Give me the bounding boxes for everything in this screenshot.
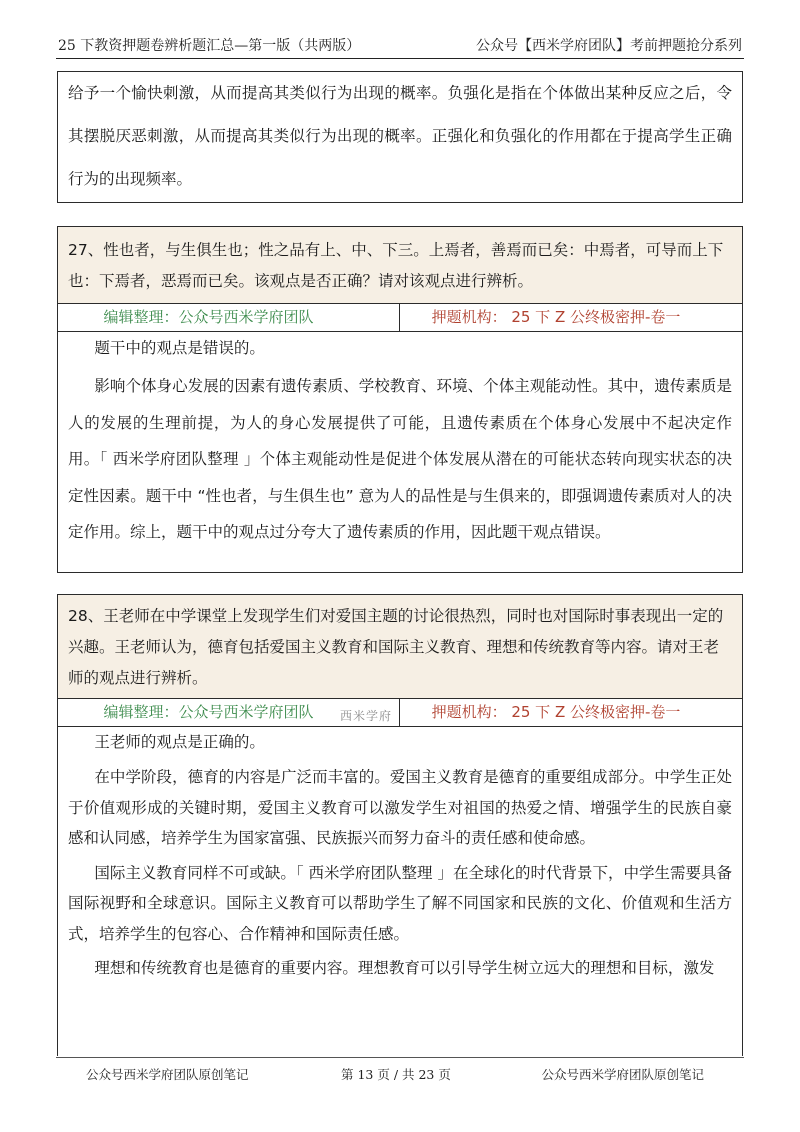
page-number: 第 13 页 / 共 23 页 <box>341 1067 451 1082</box>
page-footer <box>56 1057 744 1084</box>
question-27-box <box>57 226 743 573</box>
answer-paragraph: 在中学阶段，德育的内容是广泛而丰富的。爱国主义教育是德育的重要组成部分。中学生正处于价值观形成的关键时期，爱国主义教育可以激发学生对祖国的热爱之情、增强学生的民族自豪感和认同感，培养学生为国家富强、民族振兴而努力奋斗的责任感和使命感。 <box>68 768 732 847</box>
question-27-text: 27、性也者，与生俱生也；性之品有上、中、下三。上焉者，善焉而已矣：中焉者，可导而上下也：下焉者，恶焉而已矣。该观点是否正确？请对该观点进行辨析。 <box>58 227 742 304</box>
answer-paragraph: 王老师的观点是正确的。 <box>94 733 265 751</box>
question-28-editor: 编辑整理：公众号西米学府团队 <box>58 699 400 726</box>
answer-paragraph: 理想和传统教育也是德育的重要内容。理想教育可以引导学生树立远大的理想和目标，激发 <box>94 959 715 977</box>
answer-paragraph: 国际主义教育同样不可或缺。「 西米学府团队整理 」在全球化的时代背景下，中学生需要具备国际视野和全球意识。国际主义教育可以帮助学生了解不同国家和民族的文化、价值观和生活方式，培养学生的包容心、合作精神和国际责任感。 <box>68 863 732 943</box>
question-28-answer <box>58 727 742 984</box>
carryover-paragraph: 给予一个愉快刺激，从而提高其类似行为出现的概率。负强化是指在个体做出某种反应之后，令其摆脱厌恶刺激，从而提高其类似行为出现的概率。正强化和负强化的作用都在于提高学生正确行为的出现频率。 <box>68 84 732 188</box>
footer-left: 公众号西米学府团队原创笔记 <box>86 1067 249 1082</box>
question-27-meta <box>58 304 742 332</box>
question-27-answer <box>58 332 742 551</box>
question-27-org: 押题机构： 25 下 Z 公终极密押-卷一 <box>431 308 681 326</box>
question-28-box <box>57 594 743 1056</box>
page-header <box>56 34 744 59</box>
header-left: 25 下教资押题卷辨析题汇总—第一版（共两版） <box>58 38 361 54</box>
watermark: 西米学府 <box>340 709 393 723</box>
carryover-box <box>57 71 743 203</box>
question-28-text: 28、王老师在中学课堂上发现学生们对爱国主题的讨论很热烈，同时也对国际时事表现出一定的兴趣。王老师认为，德育包括爱国主义教育和国际主义教育、理想和传统教育等内容。请对王老师的观点进行辨析。 <box>58 595 742 699</box>
header-right: 公众号【西米学府团队】考前押题抢分系列 <box>476 38 742 54</box>
carryover-text <box>58 72 742 201</box>
answer-paragraph: 题干中的观点是错误的。 <box>94 339 265 357</box>
question-28-meta <box>58 699 742 727</box>
footer-right: 公众号西米学府团队原创笔记 <box>541 1067 704 1082</box>
question-27-editor: 编辑整理：公众号西米学府团队 <box>58 304 400 331</box>
answer-paragraph: 影响个体身心发展的因素有遗传素质、学校教育、环境、个体主观能动性。其中，遗传素质是人的发展的生理前提，为人的身心发展提供了可能，且遗传素质在个体身心发展中不起决定作用。「 西米学府团队整理 」个体主观能动性是促进个体发展从潜在的可能状态转向现实状态的决定性因素。题干中 “性也者，与生俱生也” 意为人的品性是与生俱来的，即强调遗传素质对人的决定作用。综上，题干中的观点过分夸大了遗传素质的作用，因此题干观点错误。 <box>68 377 732 541</box>
question-28-org: 押题机构： 25 下 Z 公终极密押-卷一 <box>431 703 681 721</box>
